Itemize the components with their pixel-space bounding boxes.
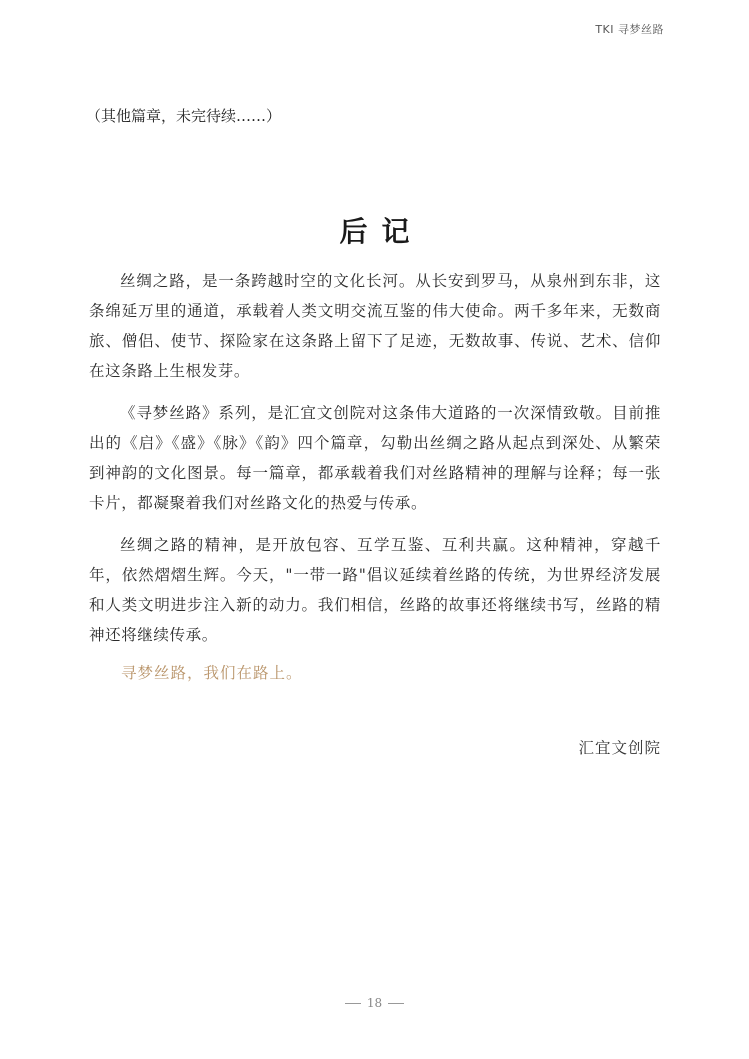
page-number: 18 bbox=[366, 996, 383, 1010]
paragraph-3: 丝绸之路的精神，是开放包容、互学互鉴、互利共赢。这种精神，穿越千年，依然熠熠生辉。今天，"一带一路"倡议延续着丝路的传统，为世界经济发展和人类文明进步注入新的动力。我们相信，丝路的故事还将继续书写，丝路的精神还将继续传承。 bbox=[89, 536, 661, 644]
running-header: TKI 寻梦丝路 bbox=[595, 23, 664, 36]
page-title: 后记 bbox=[339, 215, 424, 248]
signature: 汇宜文创院 bbox=[578, 739, 661, 757]
to-be-continued-note: （其他篇章，未完待续……） bbox=[86, 107, 282, 125]
dash-right-decoration bbox=[388, 1003, 404, 1004]
dash-left-decoration bbox=[345, 1003, 361, 1004]
paragraph-1: 丝绸之路，是一条跨越时空的文化长河。从长安到罗马，从泉州到东非，这条绵延万里的通道，承载着人类文明交流互鉴的伟大使命。两千多年来，无数商旅、僧侣、使节、探险家在这条路上留下了足迹，无数故事、传说、艺术、信仰在这条路上生根发芽。 bbox=[89, 272, 661, 380]
paragraph-2: 《寻梦丝路》系列，是汇宜文创院对这条伟大道路的一次深情致敬。目前推出的《启》《盛》《脉》《韵》四个篇章，勾勒出丝绸之路从起点到深处、从繁荣到神韵的文化图景。每一篇章，都承载着我们对丝路精神的理解与诠释；每一张卡片，都凝聚着我们对丝路文化的热爱与传承。 bbox=[89, 404, 661, 512]
slogan: 寻梦丝路，我们在路上。 bbox=[121, 664, 303, 682]
page-footer bbox=[0, 996, 749, 1010]
